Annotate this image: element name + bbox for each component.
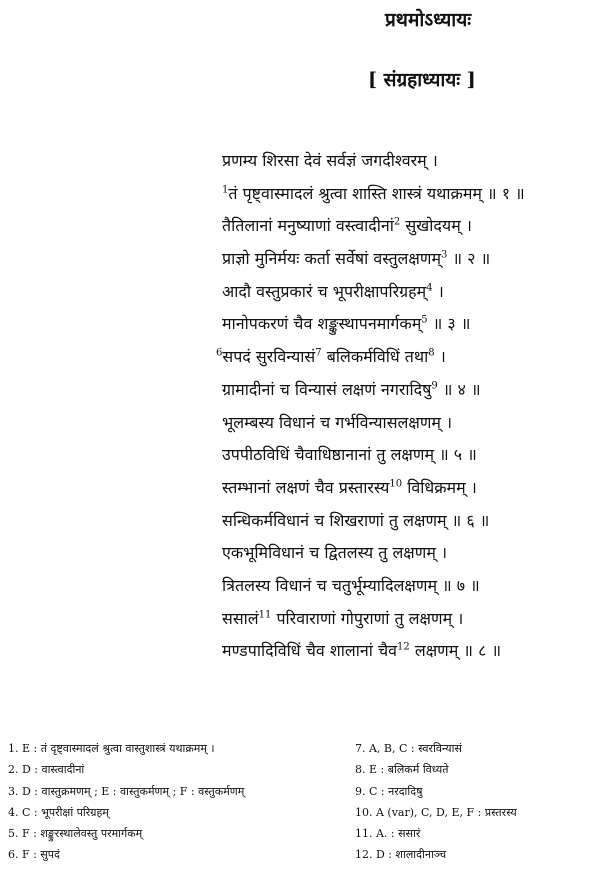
verse-line: आदौ वस्तुप्रकारं च भूपरीक्षापरिग्रहम्$^4$ । — [222, 281, 444, 301]
verse-line: त्रितलस्य विधानं च चतुर्भूम्यादिलक्षणम् ॥ ७ ॥ — [222, 575, 480, 595]
verse-line: $^1$तं पृष्ट्वास्मादलं श्रुत्वा शास्ति शास्त्रं यथाक्रमम् ॥ १ ॥ — [222, 183, 525, 203]
verse-line: भूलम्बस्य विधानं च गर्भविन्यासलक्षणम् । — [222, 412, 453, 432]
chapter-subtitle: [ संग्रहाध्यायः ] — [368, 69, 476, 91]
footnote-marker: 4 — [426, 282, 433, 294]
footnote-marker: 6 — [216, 347, 223, 359]
verse-line: उपपीठविधिं चैवाधिष्ठानानां तु लक्षणम् ॥ ५ ॥ — [222, 445, 477, 465]
footnote-item: 2. D : वास्त्वादीनां — [8, 763, 85, 777]
verse-line: ससालं$^{11}$ परिवाराणां गोपुराणां तु लक्षणम् । — [222, 608, 464, 628]
footnote-item: 5. F : शङ्कुरस्थालेवस्तु परमार्गकम् — [8, 827, 143, 841]
verse-line: प्रणम्य शिरसा देवं सर्वज्ञं जगदीश्वरम् । — [222, 151, 438, 170]
verse-line: एकभूमिविधानं च द्वितलस्य तु लक्षणम् । — [222, 543, 448, 563]
verse-line: ग्रामादीनां च विन्यासं लक्षणं नगरादिषु$^9$ ॥ ४ ॥ — [222, 379, 481, 399]
footnote-item: 9. C : नरदादिषु — [355, 784, 423, 798]
footnotes-left — [8, 738, 338, 866]
verse-line: मानोपकरणं चैव शङ्कुस्थापनमार्गकम्$^5$ ॥ ३ ॥ — [222, 314, 471, 334]
verse-line: सन्धिकर्मविधानं च शिखराणां तु लक्षणम् ॥ ६ ॥ — [222, 510, 490, 530]
footnote-marker: 8 — [428, 347, 435, 359]
footnote-marker: 12 — [397, 641, 410, 653]
footnote-item: 1. E : तं दृष्ट्वास्मादलं श्रुत्वा वास्तुशास्त्रं यथाक्रमम् । — [8, 742, 215, 755]
footnote-marker: 10 — [389, 478, 403, 490]
footnote-item: 6. F : सुपदं — [8, 848, 60, 862]
verse-block — [216, 145, 600, 668]
footnote-item: 11. A. : ससारं — [355, 827, 421, 841]
footnote-marker: 11 — [258, 609, 272, 621]
verse-line: तैतिलानां मनुष्याणां वस्त्वादीनां$^2$ सुखोदयम् । — [222, 216, 472, 236]
footnote-marker: 7 — [315, 347, 322, 359]
verse-line: मण्डपादिविधिं चैव शालानां चैव$^{12}$ लक्षणम् ॥ ८ ॥ — [222, 641, 502, 661]
verse-line: स्तम्भानां लक्षणं चैव प्रस्तारस्य$^{10}$ विधिक्रमम् । — [222, 477, 477, 497]
footnote-item: 3. D : वास्तुक्रमणम् ; E : वास्तुकर्मणम् ; F : वस्तुकर्मणम् — [8, 784, 245, 798]
footnote-marker: 2 — [393, 217, 401, 229]
chapter-title: प्रथमोऽध्यायः — [385, 9, 472, 31]
footnote-item: 7. A, B, C : स्वरविन्यासं — [355, 742, 462, 755]
footnote-item: 12. D : शालादीनाञ्च — [355, 848, 447, 862]
footnote-item: 10. A (var), C, D, E, F : प्रस्तरस्य — [355, 805, 517, 819]
footnote-marker: 1 — [222, 184, 229, 196]
footnote-item: 8. E : बलिकर्म विध्यते — [355, 763, 449, 777]
verse-line: $^6$सपदं सुरविन्यासं$^7$ बलिकर्मविधिं तथा$^8$ । — [216, 347, 446, 367]
footnotes-right — [355, 738, 600, 866]
verse-line: प्राज्ञो मुनिर्मयः कर्ता सर्वेषां वस्तुलक्षणम्$^3$ ॥ २ ॥ — [222, 249, 491, 269]
footnote-marker: 5 — [421, 315, 428, 327]
footnote-marker: 9 — [431, 380, 438, 392]
footnote-item: 4. C : भूपरीक्षां परिग्रहम् — [8, 805, 109, 819]
footnote-marker: 3 — [441, 249, 448, 261]
